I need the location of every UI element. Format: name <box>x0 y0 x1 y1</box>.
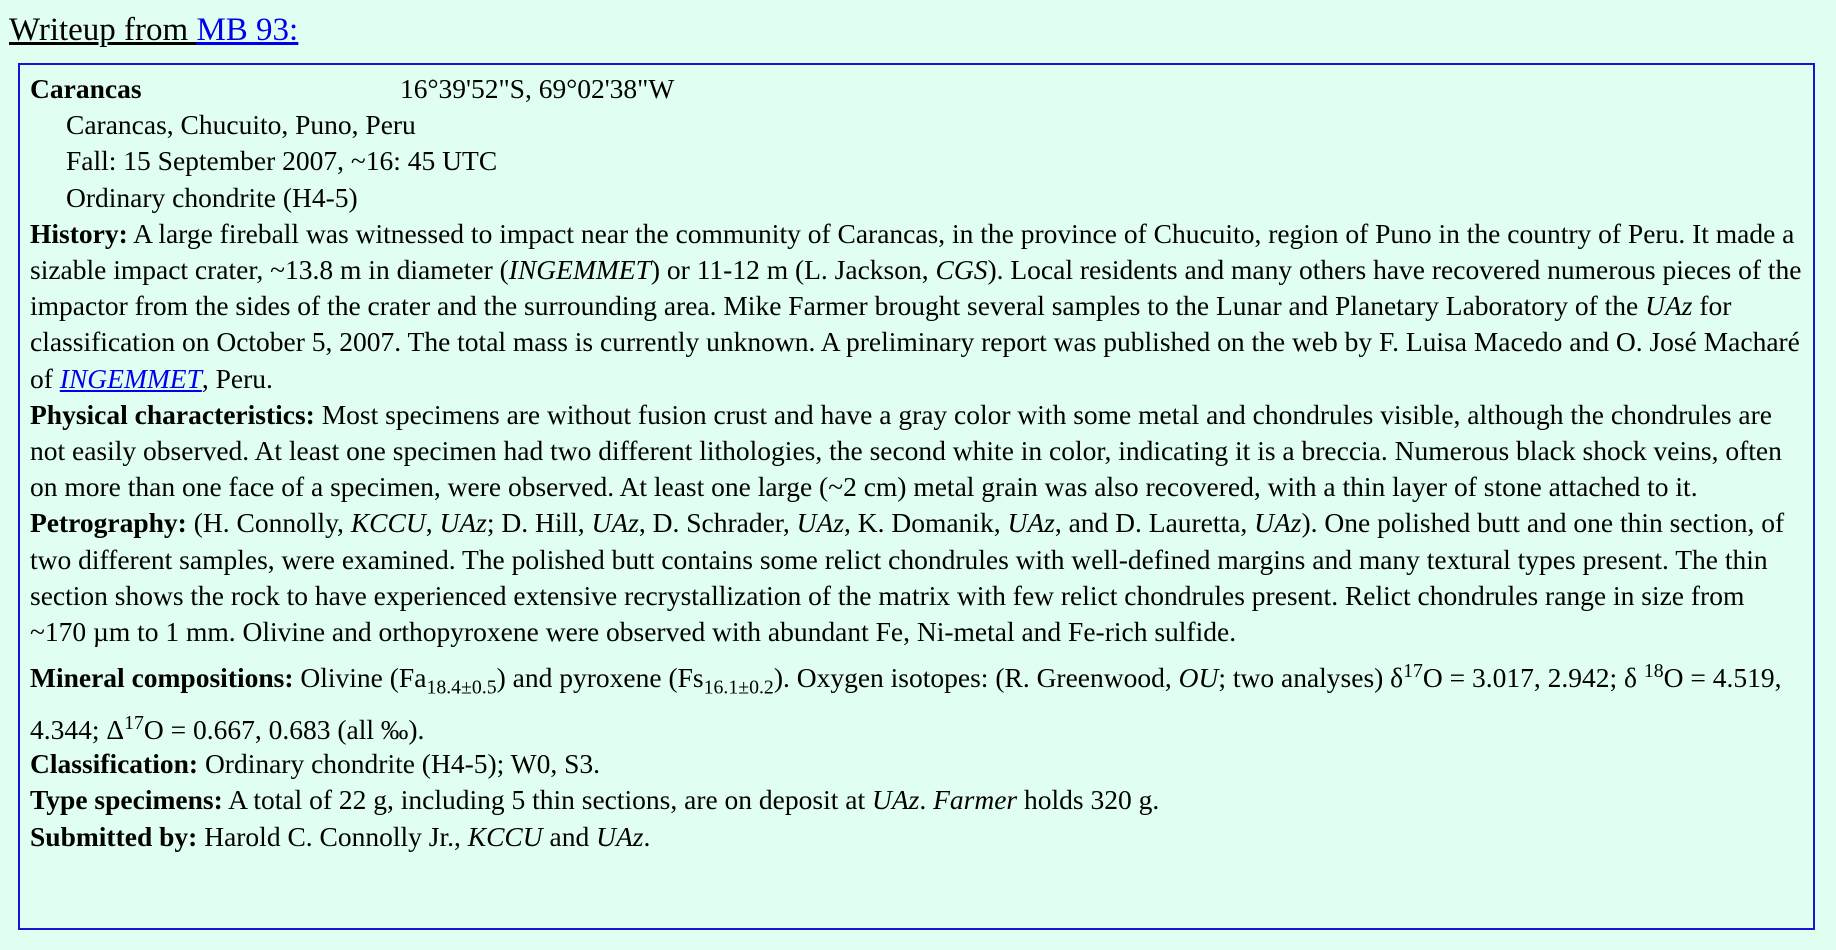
type-specimens-text: holds 320 g. <box>1017 784 1160 816</box>
writeup-heading-prefix: Writeup from <box>9 12 197 48</box>
submitted-italic: UAz <box>596 820 644 852</box>
mineral-italic: OU <box>1178 662 1219 694</box>
mineral-subscript: 16.1±0.2 <box>703 676 774 699</box>
physical-text: Most specimens are without fusion crust and have a gray color with some metal and chondrules visible, although the chondrules are not easily observed. At least one specimen had two different lithologies, the second white in color, indicating it is a breccia. Numerous black shock veins, often on more than one face of a specimen, were observed. At least one large (~2 cm) metal grain was also recovered, with a thin layer of stone attached to it. <box>30 398 1782 503</box>
mineral-text: O = 4.519, 4.344; Δ <box>30 662 1782 746</box>
history-text: , Peru. <box>201 362 273 394</box>
submitted-italic: KCCU <box>467 820 543 852</box>
history-text: ). Local residents and many others have recovered numerous pieces of the impactor from the sides of the crater and the surrounding area. Mike Farmer brought several samples to the Lunar and Planetary Laboratory of the <box>30 254 1802 322</box>
mineral-superscript: 17 <box>124 712 144 735</box>
classification-label: Classification: <box>30 748 199 780</box>
mineral-text: ; two analyses) δ <box>1218 662 1404 694</box>
petrography-text: , K. Domanik, <box>843 507 1008 539</box>
type-specimens-label: Type specimens: <box>30 784 223 816</box>
history-text: ) or 11-12 m (L. Jackson, <box>650 254 936 286</box>
history-italic: UAz <box>1645 290 1693 322</box>
petrography-italic: UAz <box>796 507 844 539</box>
physical-label: Physical characteristics: <box>30 398 315 430</box>
petrography-text: (H. Connolly, <box>186 507 351 539</box>
petrography-text: , <box>425 507 440 539</box>
history-label: History: <box>30 217 128 249</box>
mineral-text: O = 0.667, 0.683 (all ‰). <box>143 714 425 746</box>
history-italic: CGS <box>935 254 988 286</box>
classification-text: Ordinary chondrite (H4-5); W0, S3. <box>198 748 601 780</box>
type-specimens-text: A total of 22 g, including 5 thin sections, are on deposit at <box>222 784 872 816</box>
type-specimens-paragraph <box>30 782 1805 818</box>
petrography-text: , D. Schrader, <box>638 507 797 539</box>
history-italic: INGEMMET <box>508 254 651 286</box>
meteorite-writeup-box <box>18 63 1815 930</box>
mineral-text: Olivine (Fa <box>293 662 427 694</box>
petrography-italic: UAz <box>439 507 487 539</box>
petrography-italic: UAz <box>1007 507 1055 539</box>
meteorite-name: Carancas <box>30 73 142 104</box>
mineral-label: Mineral compositions: <box>30 662 294 694</box>
submitted-text: and <box>542 820 597 852</box>
mineral-text: ). Oxygen isotopes: (R. Greenwood, <box>773 662 1179 694</box>
mineral-subscript: 18.4±0.5 <box>426 676 497 699</box>
ingemmet-link[interactable]: INGEMMET <box>59 362 202 394</box>
writeup-heading <box>9 10 298 50</box>
location: Carancas, Chucuito, Puno, Peru <box>66 109 416 141</box>
petrography-italic: UAz <box>591 507 639 539</box>
history-text: for classification on October 5, 2007. The total mass is currently unknown. A preliminary report was published on the web by F. Luisa Macedo and O. José Macharé of <box>30 290 1800 394</box>
petrography-text: ). One polished butt and one thin section, of two different samples, were examined. The polished butt contains some relict chondrules with well-defined margins and many textural types present. The thin section shows the rock to have experienced extensive recrystallization of the matrix with few relict chondrules present. Relict chondrules range in size from ~170 µm to 1 mm. Olivine and orthopyroxene were observed with abundant Fe, Ni-metal and Fe-rich sulfide. <box>30 507 1785 648</box>
type-specimens-italic: UAz <box>871 784 920 816</box>
history-text: A large fireball was witnessed to impact near the community of Carancas, in the province of Chucuito, region of Puno in the country of Peru. It made a sizable impact crater, ~13.8 m in diameter ( <box>30 217 1795 286</box>
mineral-superscript: 17 <box>1403 660 1423 683</box>
fall-date: Fall: 15 September 2007, ~16: 45 UTC <box>66 145 498 177</box>
petrography-italic: KCCU <box>350 507 426 539</box>
history-paragraph <box>30 216 1805 397</box>
mineral-text: O = 3.017, 2.942; δ <box>1422 662 1644 694</box>
mineral-text: ) and pyroxene (Fs <box>496 662 704 694</box>
submitted-label: Submitted by: <box>30 820 198 852</box>
mineral-paragraph <box>30 652 1805 756</box>
physical-paragraph <box>30 397 1805 506</box>
entry-name-row <box>30 71 1805 107</box>
meteorite-type: Ordinary chondrite (H4-5) <box>66 181 358 213</box>
petrography-text: ; D. Hill, <box>486 507 592 539</box>
petrography-text: , and D. Lauretta, <box>1054 507 1255 539</box>
submitted-paragraph <box>30 819 1805 855</box>
type-specimens-text: . <box>919 784 934 816</box>
mineral-superscript: 18 <box>1643 660 1664 683</box>
type-specimens-italic: Farmer <box>933 784 1018 816</box>
petrography-label: Petrography: <box>30 507 187 539</box>
classification-paragraph <box>30 746 1805 782</box>
coordinates: 16°39'52"S, 69°02'38"W <box>400 73 675 104</box>
petrography-paragraph <box>30 505 1805 650</box>
petrography-italic: UAz <box>1254 507 1302 539</box>
submitted-text: . <box>643 820 651 852</box>
mb93-link[interactable]: MB 93: <box>196 12 299 48</box>
submitted-text: Harold C. Connolly Jr., <box>197 820 468 852</box>
